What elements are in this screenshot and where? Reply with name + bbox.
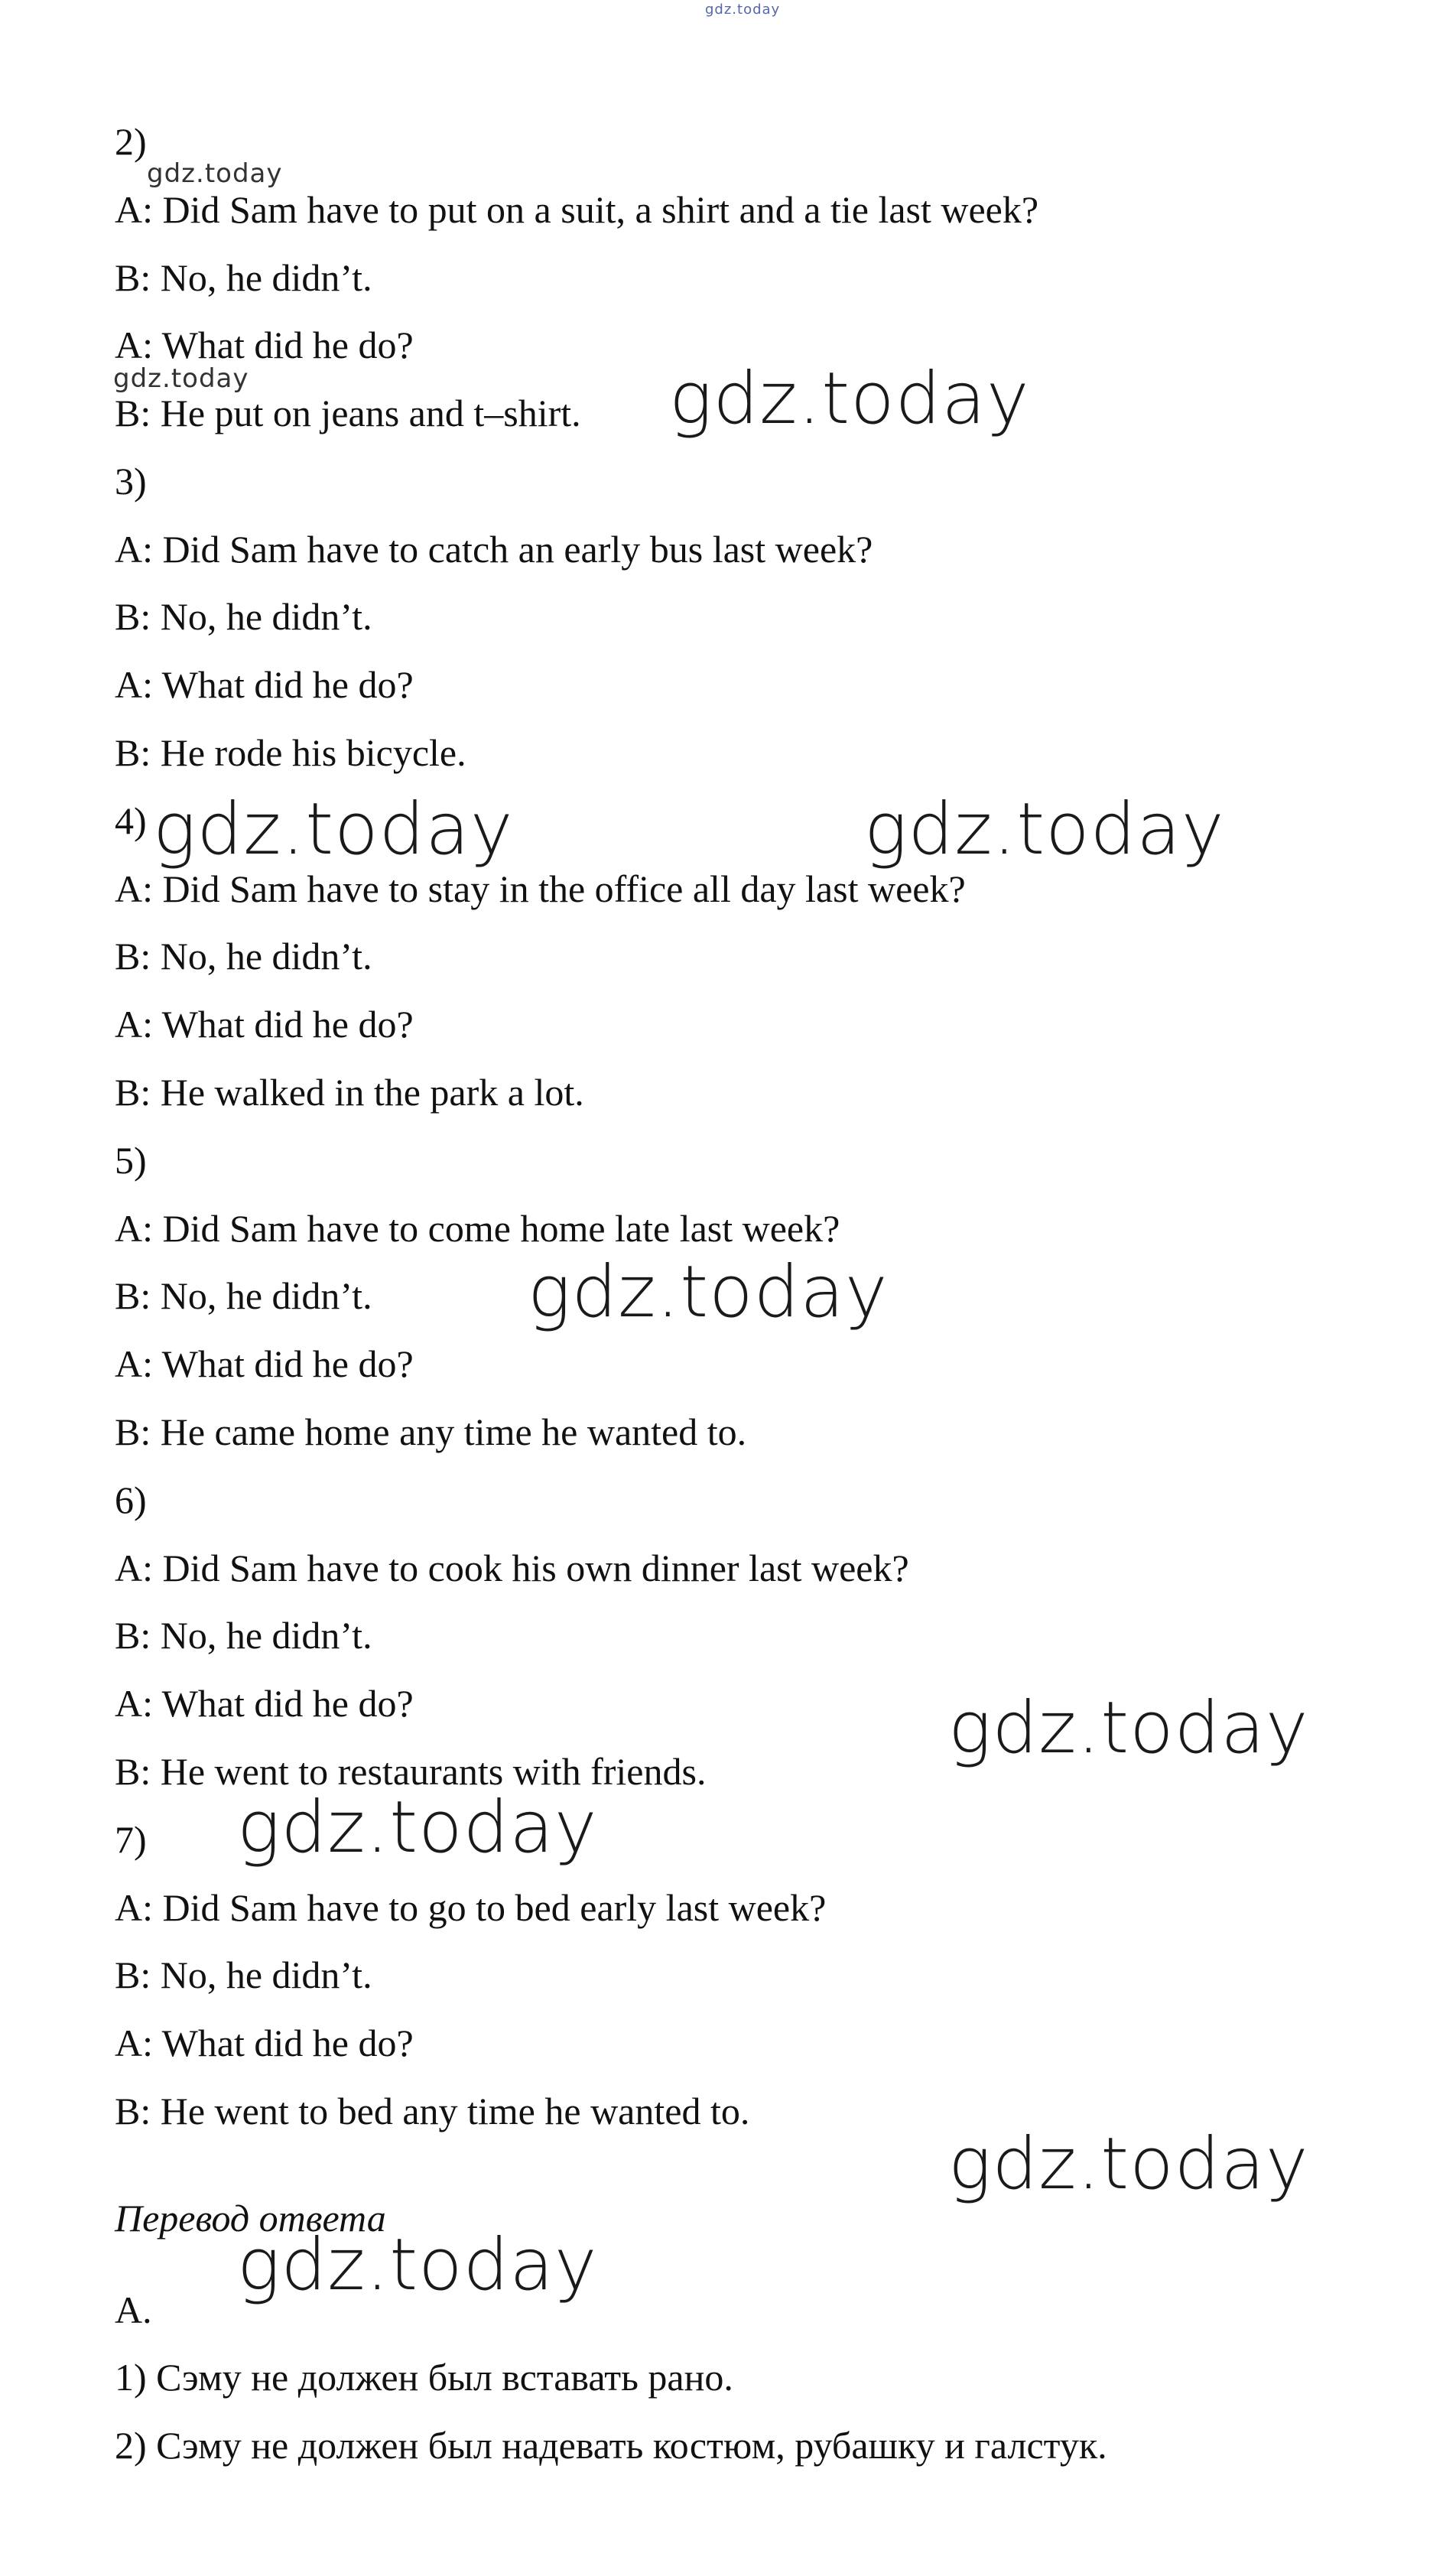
dialogue-line: A: What did he do? xyxy=(115,1342,414,1385)
dialogue-line: B: He came home any time he wanted to. xyxy=(115,1410,747,1453)
watermark: gdz.today xyxy=(237,2223,598,2307)
exercise-number-2: 2) xyxy=(115,120,147,163)
watermark: gdz.today xyxy=(669,357,1030,441)
translation-line: 1) Сэму не должен был вставать рано. xyxy=(115,2356,733,2399)
translation-section-label: A. xyxy=(115,2288,152,2331)
watermark: gdz.today xyxy=(864,788,1225,871)
dialogue-line: B: He walked in the park a lot. xyxy=(115,1071,584,1114)
dialogue-line: A: What did he do? xyxy=(115,663,414,706)
dialogue-line: B: He put on jeans and t–shirt. xyxy=(115,392,581,434)
dialogue-line: B: No, he didn’t. xyxy=(115,1274,372,1317)
watermark: gdz.today xyxy=(237,1786,598,1869)
watermark: gdz.today xyxy=(528,1251,889,1334)
dialogue-line: B: He went to restaurants with friends. xyxy=(115,1750,707,1793)
dialogue-line: A: Did Sam have to cook his own dinner last week? xyxy=(115,1547,909,1589)
dialogue-line: B: No, he didn’t. xyxy=(115,595,372,638)
dialogue-line: A: Did Sam have to catch an early bus last week? xyxy=(115,528,873,571)
exercise-number-7: 7) xyxy=(115,1818,147,1861)
watermark: gdz.today xyxy=(153,788,514,871)
watermark: gdz.today xyxy=(147,158,283,189)
dialogue-line: B: He rode his bicycle. xyxy=(115,731,466,774)
dialogue-line: A: What did he do? xyxy=(115,1682,414,1725)
watermark: gdz.today xyxy=(948,1687,1309,1770)
watermark: gdz.today xyxy=(113,363,249,394)
dialogue-line: A: Did Sam have to stay in the office all day last week? xyxy=(115,867,966,910)
dialogue-line: B: No, he didn’t. xyxy=(115,1614,372,1657)
watermark: gdz.today xyxy=(948,2122,1309,2206)
exercise-number-4: 4) xyxy=(115,799,147,842)
dialogue-line: A: What did he do? xyxy=(115,2022,414,2064)
exercise-number-3: 3) xyxy=(115,460,147,503)
dialogue-line: A: Did Sam have to come home late last week? xyxy=(115,1207,840,1250)
dialogue-line: A: Did Sam have to put on a suit, a shirt and a tie last week? xyxy=(115,188,1039,231)
dialogue-line: A: What did he do? xyxy=(115,1003,414,1046)
dialogue-line: B: No, he didn’t. xyxy=(115,256,372,299)
exercise-number-6: 6) xyxy=(115,1478,147,1521)
dialogue-line: B: No, he didn’t. xyxy=(115,1953,372,1996)
translation-heading: Перевод ответа xyxy=(115,2197,386,2240)
dialogue-line: A: Did Sam have to go to bed early last week? xyxy=(115,1886,827,1929)
translation-line: 2) Сэму не должен был надевать костюм, рубашку и галстук. xyxy=(115,2424,1107,2467)
exercise-number-5: 5) xyxy=(115,1139,147,1182)
watermark-top: gdz.today xyxy=(705,2,781,18)
dialogue-line: B: No, he didn’t. xyxy=(115,935,372,977)
dialogue-line: A: What did he do? xyxy=(115,324,414,366)
dialogue-line: B: He went to bed any time he wanted to. xyxy=(115,2090,750,2132)
